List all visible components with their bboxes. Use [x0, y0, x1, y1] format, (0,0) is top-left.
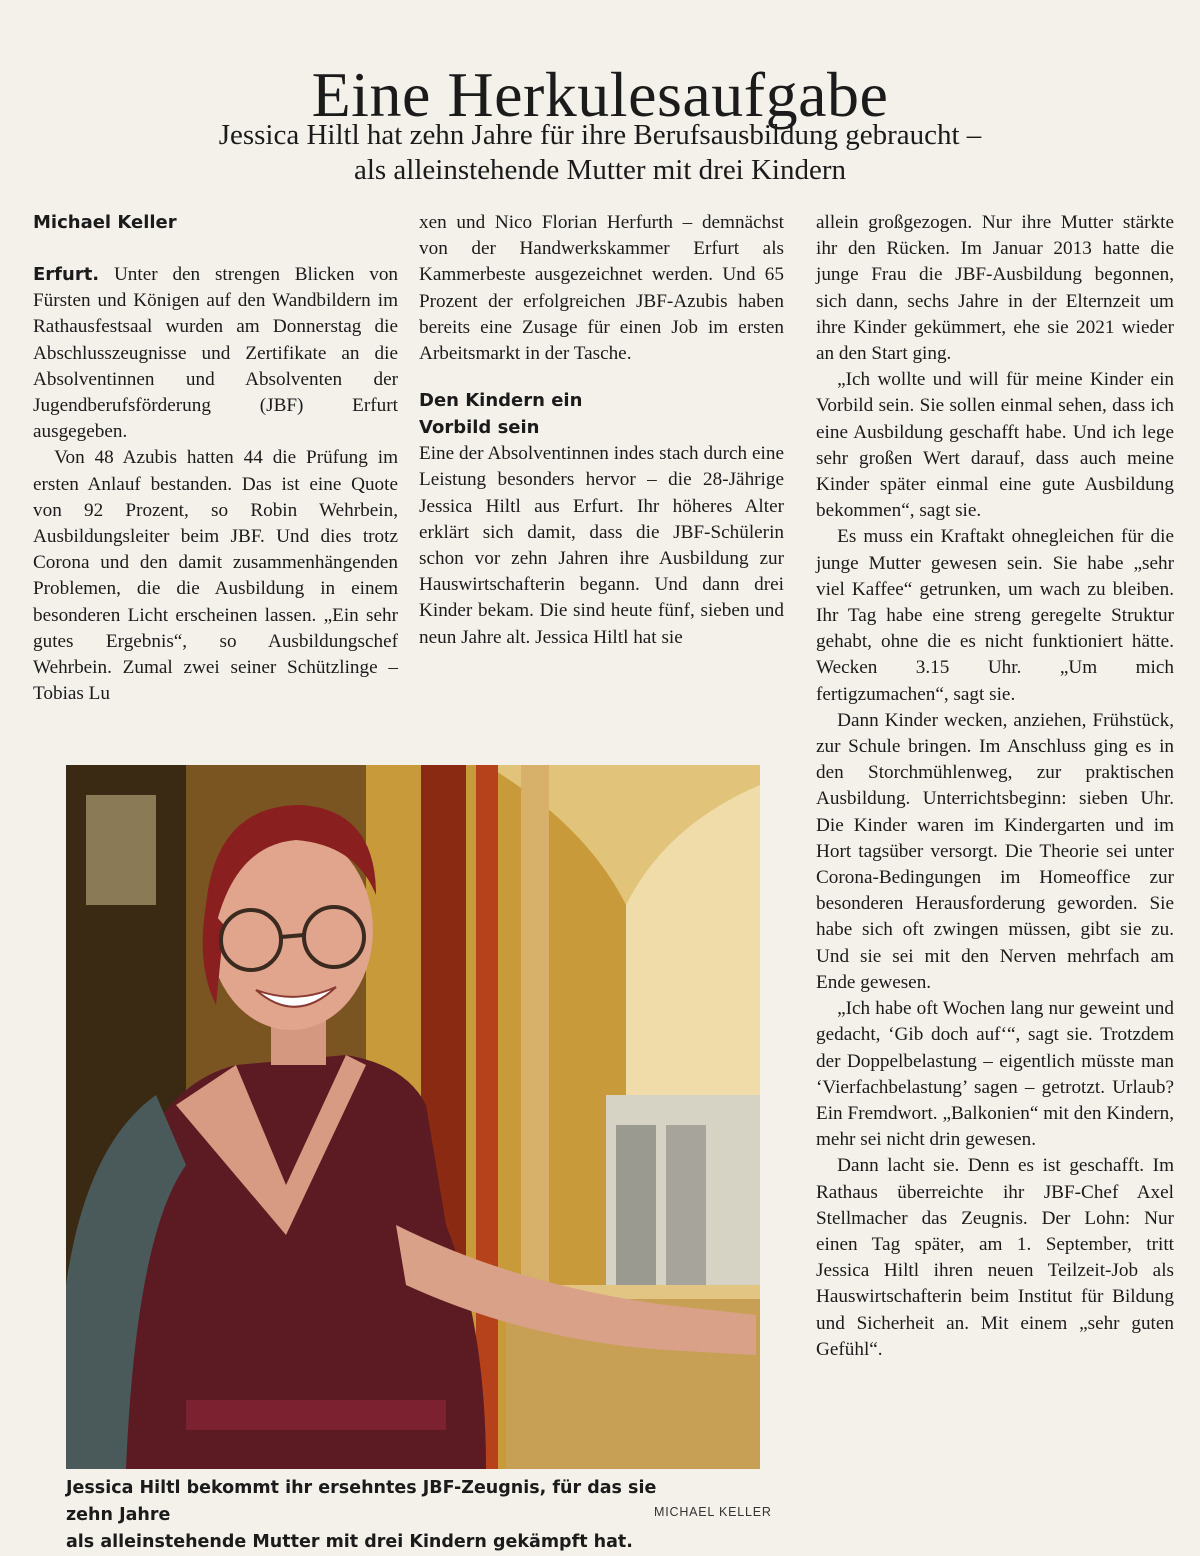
- paragraph: Es muss ein Kraftakt ohnegleichen für die junge Mutter gewesen sein. Sie habe „sehr viel Kaffee“ getrunken, um wach zu bleiben. Ihr Tag habe eine streng geregelte Struktur gehabt, ohne die es nicht funktioniert hätte. Wecken 3.15 Uhr. „Um mich fertigzumachen“, sagt sie.: [816, 526, 1174, 705]
- paragraph: Dann lacht sie. Denn es ist geschafft. Im Rathaus überreichte ihr JBF-Chef Axel Stellmacher das Zeugnis. Der Lohn: Nur einen Tag später, am 1. September, tritt Jessica Hiltl ihren neuen Teilzeit-Job als Hauswirtschafterin beim Institut für Bildung und Sicherheit an. Mit einem „sehr guten Gefühl“.: [816, 1155, 1174, 1360]
- article-column-3: [816, 210, 1174, 1363]
- author-byline: Michael Keller: [33, 212, 177, 233]
- photo-caption-line-2: als alleinstehende Mutter mit drei Kindern gekämpft hat.: [66, 1532, 633, 1552]
- paragraph: xen und Nico Florian Herfurth – demnächst von der Handwerkskammer Erfurt als Kammerbeste ausgezeichnet werden. Und 65 Prozent der erfolgreichen JBF-Azubis haben bereits eine Zusage für einen Job im ersten Arbeitsmarkt in der Tasche.: [419, 212, 784, 365]
- paragraph: Eine der Absolventinnen indes stach durch eine Leistung besonders hervor – die 28-Jährige Jessica Hiltl aus Erfurt. Ihr höheres Alter erklärt sich damit, dass die JBF-Schülerin schon vor zehn Jahren ihre Ausbildung zur Hauswirtschafterin begann. Und dann drei Kinder bekam. Die sind heute fünf, sieben und neun Jahre alt. Jessica Hiltl hat sie: [419, 443, 784, 648]
- dateline: Erfurt.: [33, 264, 100, 285]
- headline: Eine Herkulesaufgabe: [311, 58, 889, 130]
- paragraph: Dann Kinder wecken, anziehen, Frühstück, zur Schule bringen. Im Anschluss ging es in den Storchmühlenweg, zur praktischen Ausbildung. Unterrichtsbeginn: sieben Uhr. Die Kinder waren im Kindergarten und im Hort tagsüber versorgt. Die Theorie sei unter Corona-Bedingungen im Homeoffice zur besonderen Herausforderung geworden. Sie habe sich oft zwingen müssen, gibt sie zu. Und sie sei mit den Nerven mehrfach am Ende gewesen.: [816, 709, 1174, 993]
- paragraph-text: Unter den strengen Blicken von Fürsten und Königen auf den Wandbildern im Rathausfestsaal wurden am Donnerstag die Abschlusszeugnisse und Zertifikate an die Absolventinnen und Absolventen der Jugendberufsförderung (JBF) Erfurt ausgegeben.: [33, 264, 399, 443]
- section-subtitle: [419, 387, 784, 441]
- subheadline-line-2: als alleinstehende Mutter mit drei Kindern: [353, 154, 847, 186]
- paragraph: allein großgezogen. Nur ihre Mutter stärkte ihr den Rücken. Im Januar 2013 hatte die junge Frau die JBF-Ausbildung begonnen, sich dann, sechs Jahre in der Elternzeit um ihre Kinder gekümmert, ehe sie 2021 wieder an den Start ging.: [816, 212, 1174, 365]
- subheadline-line-1: Jessica Hiltl hat zehn Jahre für ihre Berufsausbildung gebraucht –: [218, 119, 982, 151]
- paragraph: „Ich habe oft Wochen lang nur geweint und gedacht, ‘Gib doch auf‘“, sagt sie. Trotzdem der Doppelbelastung – eigentlich müsste man ‘Vierfachbelastung’ sagen – getrotzt. Urlaub? Ein Fremdwort. „Balkonien“ mit den Kindern, mehr sei nicht drin gewesen.: [816, 998, 1174, 1151]
- paragraph: Von 48 Azubis hatten 44 die Prüfung im ersten Anlauf bestanden. Das ist eine Quote von 92 Prozent, so Robin Wehrbein, Ausbildungsleiter beim JBF. Und dies trotz Corona und den damit zusammenhängenden Problemen, die die Ausbildung in einem besonderen Licht erscheinen lassen. „Ein sehr gutes Ergebnis“, so Ausbildungschef Wehrbein. Zumal zwei seiner Schützlinge – Tobias Lu: [33, 447, 398, 705]
- photo-caption: [66, 1475, 666, 1556]
- article-column-1: [33, 210, 398, 707]
- article-column-2: [419, 210, 784, 651]
- article-photo: [66, 765, 760, 1469]
- paragraph: [33, 262, 398, 445]
- photo-illustration: [66, 765, 760, 1469]
- section-subtitle-line-2: Vorbild sein: [419, 417, 540, 439]
- subheadline: [100, 118, 1100, 188]
- photo-caption-line-1: Jessica Hiltl bekommt ihr ersehntes JBF-Zeugnis, für das sie zehn Jahre: [66, 1478, 657, 1525]
- paragraph: „Ich wollte und will für meine Kinder ein Vorbild sein. Sie sollen einmal sehen, dass ich eine Ausbildung geschafft habe. Und ich lege sehr großen Wert darauf, dass auch meine Kinder später einmal eine gute Ausbildung bekommen“, sagt sie.: [816, 369, 1174, 522]
- photo-credit: MICHAEL KELLER: [654, 1505, 772, 1519]
- section-subtitle-line-1: Den Kindern ein: [419, 390, 583, 412]
